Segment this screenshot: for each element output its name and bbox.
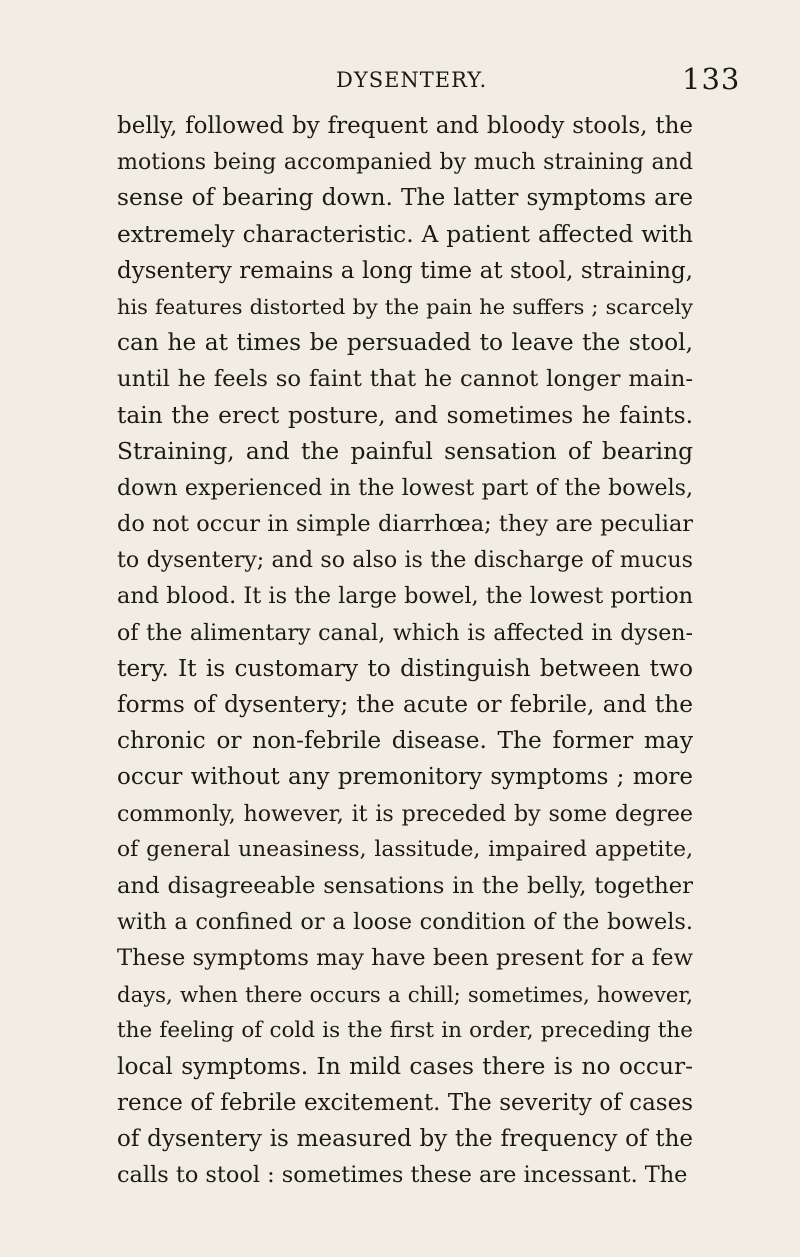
text-line: can he at times be persuaded to leave the stool, [117,329,693,357]
text-line: and disagreeable sensations in the belly, together [117,872,693,899]
text-line: commonly, however, it is preceded by some degree [117,800,693,827]
page-number: 133 [682,62,741,96]
text-line: sense of bearing down. The latter symptoms are [117,184,693,212]
text-line: Straining, and the painful sensation of bearing [117,437,693,465]
text-line: extremely characteristic. A patient affected with [117,220,693,248]
text-line: rence of febrile excitement. The severity of cases [117,1090,693,1117]
text-line: do not occur in simple diarrhœa; they are peculiar [117,511,693,538]
text-line: calls to stool : sometimes these are incessant. The [117,1162,688,1189]
text-line: and blood. It is the large bowel, the lowest portion [117,583,693,610]
text-line: belly, followed by frequent and bloody stools, the [117,113,693,139]
text-line: with a confined or a loose condition of the bowels. [117,909,693,936]
text-line: These symptoms may have been present for a few [117,945,693,972]
text-line: local symptoms. In mild cases there is no occur- [117,1052,693,1080]
text-line: of the alimentary canal, which is affected in dysen- [117,619,693,646]
text-line: the feeling of cold is the first in order, preceding the [117,1017,693,1043]
text-line: forms of dysentery; the acute or febrile, and the [117,691,693,718]
text-line: days, when there occurs a chill; sometimes, however, [117,981,693,1007]
running-head: DYSENTERY. [336,68,488,92]
text-line: of dysentery is measured by the frequency of the [117,1126,693,1153]
text-line: his features distorted by the pain he suffers ; scarcely [117,294,693,319]
body-text [117,108,693,1194]
text-line: chronic or non-febrile disease. The former may [117,727,693,755]
text-line: dysentery remains a long time at stool, straining, [117,257,693,284]
text-line: tery. It is customary to distinguish between two [117,654,693,682]
text-line: to dysentery; and so also is the discharge of mucus [117,547,693,574]
text-line: motions being accompanied by much straining and [117,149,693,176]
text-line: down experienced in the lowest part of the bowels, [117,474,693,501]
text-line: tain the erect posture, and sometimes he faints. [117,401,693,429]
text-line: until he feels so faint that he cannot longer main- [117,366,693,393]
text-line: occur without any premonitory symptoms ; more [117,764,693,791]
text-line: of general uneasiness, lassitude, impaired appetite, [117,836,693,862]
